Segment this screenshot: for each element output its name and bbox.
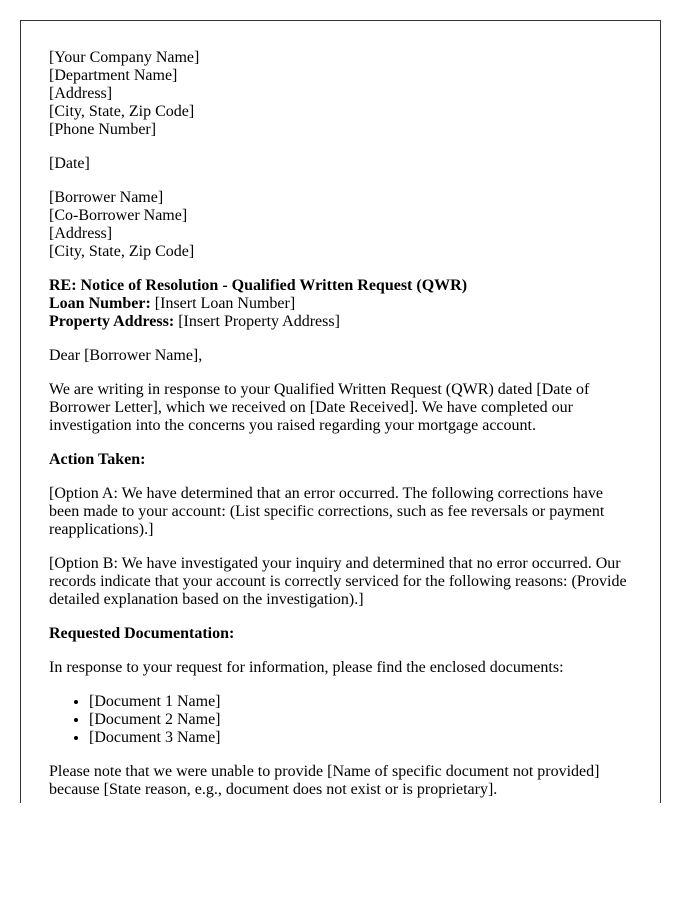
property-address-value: [Insert Property Address]: [174, 313, 340, 330]
property-address-label: Property Address:: [49, 313, 175, 330]
recipient-block: [49, 189, 632, 261]
list-item: • [Document 2 Name]: [89, 711, 632, 729]
action-heading: Action Taken:: [49, 451, 146, 468]
recipient-address: [Address]: [49, 225, 113, 242]
sender-address: [Address]: [49, 85, 113, 102]
letter-page: [20, 20, 661, 803]
sender-department: [Department Name]: [49, 67, 178, 84]
loan-number-label: Loan Number:: [49, 295, 151, 312]
documentation-heading: Requested Documentation:: [49, 625, 235, 642]
salutation: Dear [Borrower Name],: [49, 347, 203, 364]
sender-city: [City, State, Zip Code]: [49, 103, 195, 120]
sender-company: [Your Company Name]: [49, 49, 200, 66]
re-block: [49, 277, 632, 331]
sender-phone: [Phone Number]: [49, 121, 157, 138]
note-paragraph: Please note that we were unable to provide [Name of specific document not provided] because [State reason, e.g., document does not exist or is proprietary].: [49, 763, 600, 798]
list-item: • [Document 1 Name]: [89, 693, 632, 711]
option-b-paragraph: [Option B: We have investigated your inquiry and determined that no error occurred. Our records indicate that your account is correctly serviced for the following reasons: (Provide detailed explanation based on the investigation).]: [49, 555, 627, 608]
documentation-intro: In response to your request for information, please find the enclosed documents:: [49, 659, 564, 676]
re-subject: RE: Notice of Resolution - Qualified Written Request (QWR): [49, 277, 468, 294]
letter-date: [Date]: [49, 155, 90, 172]
loan-number-value: [Insert Loan Number]: [150, 295, 296, 312]
document-list: [49, 693, 632, 747]
option-a-paragraph: [Option A: We have determined that an error occurred. The following corrections have been made to your account: (List specific corrections, such as fee reversals or payment reapplications).]: [49, 485, 605, 538]
recipient-borrower: [Borrower Name]: [49, 189, 164, 206]
intro-paragraph: We are writing in response to your Qualified Written Request (QWR) dated [Date of Borrower Letter], which we received on [Date Received]. We have completed our investigation into the concerns you raised regarding your mortgage account.: [49, 381, 590, 434]
sender-block: [49, 49, 632, 139]
recipient-city: [City, State, Zip Code]: [49, 243, 195, 260]
recipient-coborrower: [Co-Borrower Name]: [49, 207, 188, 224]
list-item: • [Document 3 Name]: [89, 729, 632, 747]
